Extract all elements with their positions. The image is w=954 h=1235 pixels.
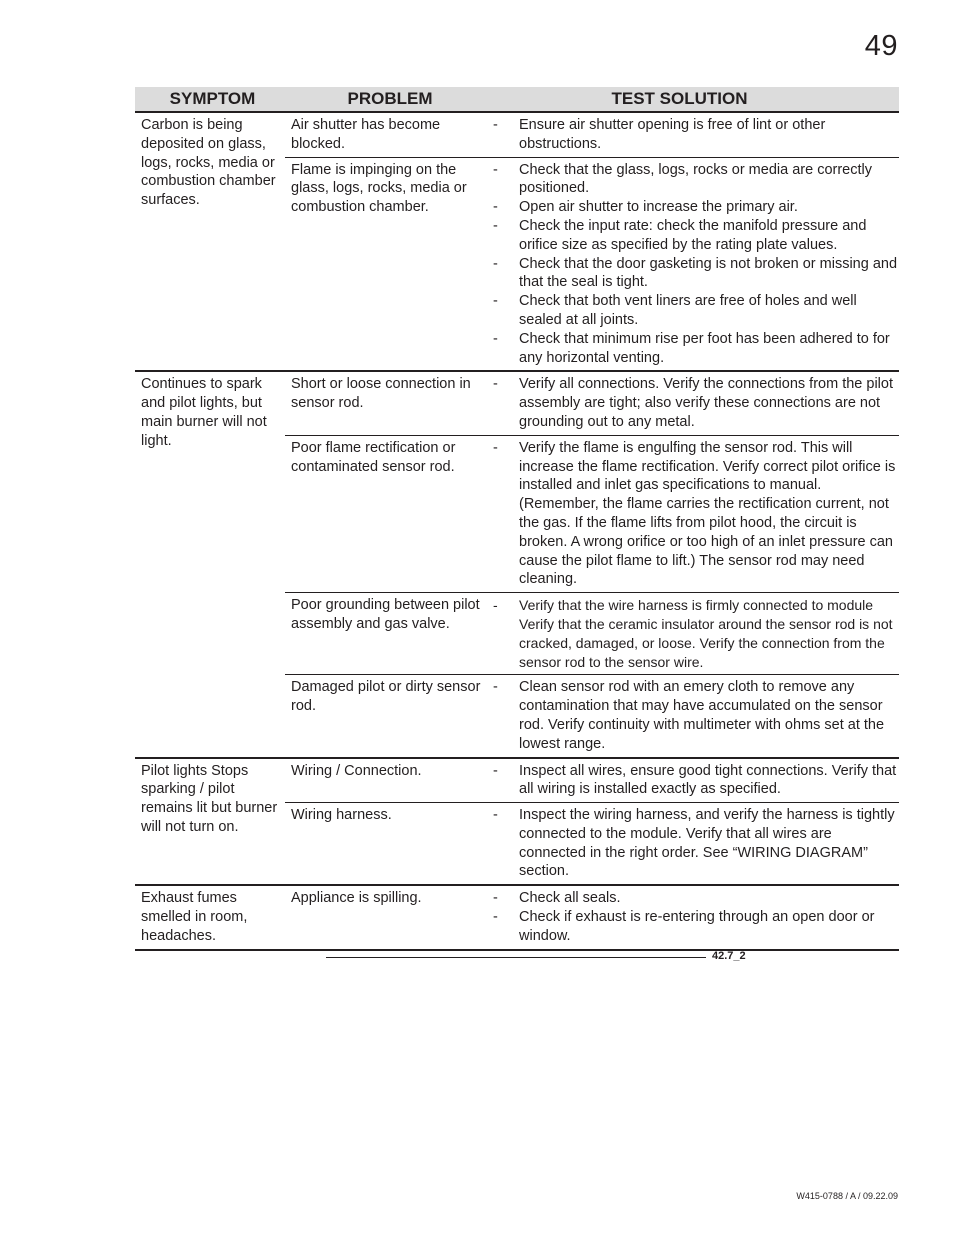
symptom-cell: Carbon is being deposited on glass, logs, rocks, media or combustion chamber surfaces. <box>141 117 276 209</box>
table-row <box>285 113 899 157</box>
problem-cell: Flame is impinging on the glass, logs, rocks, media or combustion chamber. <box>291 161 467 216</box>
table-header <box>135 87 899 113</box>
problem-rows <box>285 113 899 370</box>
solution-cell <box>490 158 899 368</box>
problem-rows <box>285 759 899 885</box>
table-row <box>285 802 899 884</box>
solution-item <box>490 255 899 293</box>
dash-bullet: - <box>493 439 498 456</box>
solution-item <box>490 806 899 881</box>
section-reference: 42.7_2 <box>712 950 746 962</box>
solution-item <box>490 161 899 199</box>
solution-item <box>490 116 899 154</box>
dash-bullet: - <box>493 117 498 133</box>
symptom-cell: Exhaust fumes smelled in room, headaches. <box>141 890 248 944</box>
dash-bullet: - <box>493 255 498 272</box>
problem-cell: Poor flame rectification or contaminated sensor rod. <box>291 439 456 475</box>
solution-text: Inspect all wires, ensure good tight connections. Verify that all wiring is installed exactly as specified. <box>519 762 897 798</box>
solution-text: Clean sensor rod with an emery cloth to remove any contamination that may have accumulated on the sensor rod. Verify continuity with multimeter with ohms set at the lowest range. <box>519 679 885 752</box>
solution-cell <box>490 886 899 945</box>
dash-bullet: - <box>493 679 498 696</box>
dash-bullet: - <box>493 762 498 779</box>
problem-cell: Wiring harness. <box>291 807 392 824</box>
solution-item <box>490 678 899 753</box>
solution-cell <box>490 113 899 154</box>
header-solution: TEST SOLUTION <box>611 89 748 108</box>
solution-text: Inspect the wiring harness, and verify the harness is tightly connected to the module. Verify that all wires are connected in the right order. See “WIRING DIAGRAM” section. <box>519 807 895 880</box>
solution-item <box>490 439 899 589</box>
dash-bullet: - <box>493 199 498 216</box>
symptom-group <box>135 884 899 948</box>
problem-rows <box>285 886 899 948</box>
troubleshooting-table <box>135 87 899 951</box>
solution-item <box>490 292 899 330</box>
table-row <box>285 372 899 434</box>
solution-item <box>490 762 899 800</box>
problem-cell: Appliance is spilling. <box>291 890 422 907</box>
solution-text: Check that the door gasketing is not broken or missing and that the seal is tight. <box>519 255 898 291</box>
solution-cell <box>490 436 899 589</box>
table-row <box>285 157 899 371</box>
header-problem: PROBLEM <box>347 89 433 108</box>
solution-text: Check that the glass, logs, rocks or media are correctly positioned. <box>519 161 872 197</box>
dash-bullet: - <box>493 217 498 234</box>
solution-cell <box>490 759 899 800</box>
table-row <box>285 435 899 592</box>
dash-bullet: - <box>493 330 498 347</box>
solution-text: Verify that the wire harness is firmly connected to module Verify that the ceramic insulator around the sensor rod is not cracked, damaged, or loose. Verify the connection from the sensor rod to the sensor wire. <box>519 597 893 670</box>
problem-cell: Air shutter has become blocked. <box>291 117 441 152</box>
dash-bullet: - <box>493 597 498 614</box>
header-symptom: SYMPTOM <box>169 89 256 108</box>
solution-item <box>490 217 899 255</box>
problem-cell: Short or loose connection in sensor rod. <box>291 376 471 412</box>
solution-item <box>490 908 899 946</box>
table-row <box>285 759 899 803</box>
solution-cell <box>490 372 899 431</box>
solution-item <box>490 889 899 908</box>
symptom-cell: Pilot lights Stops sparking / pilot remains lit but burner will not turn on. <box>141 762 278 835</box>
dash-bullet: - <box>493 807 498 824</box>
table-row <box>285 592 899 674</box>
section-divider <box>326 957 706 958</box>
symptom-group <box>135 370 899 756</box>
table-row <box>285 886 899 948</box>
solution-text: Verify all connections. Verify the connections from the pilot assembly are tight; also verify these connections are not grounding out to any metal. <box>519 376 893 430</box>
table-row <box>285 674 899 756</box>
solution-cell <box>490 675 899 753</box>
dash-bullet: - <box>493 890 498 907</box>
solution-text: Ensure air shutter opening is free of lint or other obstructions. <box>519 117 826 152</box>
solution-text: Open air shutter to increase the primary air. <box>519 199 798 216</box>
problem-rows <box>285 372 899 756</box>
page-number: 49 <box>864 30 898 62</box>
problem-cell: Wiring / Connection. <box>291 762 422 779</box>
solution-text: Check that minimum rise per foot has been adhered to for any horizontal venting. <box>519 330 890 366</box>
dash-bullet: - <box>493 376 498 393</box>
solution-text: Verify the flame is engulfing the sensor rod. This will increase the flame rectification. Verify correct pilot orifice is installed and inlet gas specifications to manual. (Remember, the flame carries the rectification current, not the gas. If the flame lifts from pilot hood, the circuit is broken. A wrong orifice or too high of an inlet pressure can cause the pilot flame to lift.) The sensor rod may need cleaning. <box>519 439 896 588</box>
dash-bullet: - <box>493 909 498 926</box>
dash-bullet: - <box>493 293 498 310</box>
solution-item <box>490 198 899 217</box>
solution-text: Check if exhaust is re-entering through an open door or window. <box>519 909 875 944</box>
symptom-group <box>135 757 899 885</box>
problem-cell: Damaged pilot or dirty sensor rod. <box>291 679 481 715</box>
solution-cell <box>490 803 899 881</box>
dash-bullet: - <box>493 161 498 178</box>
solution-item <box>490 596 899 671</box>
document-code: W415-0788 / A / 09.22.09 <box>796 1191 898 1201</box>
solution-text: Check that both vent liners are free of holes and well sealed at all joints. <box>519 293 857 328</box>
symptom-cell: Continues to spark and pilot lights, but main burner will not light. <box>141 376 267 449</box>
problem-cell: Poor grounding between pilot assembly and gas valve. <box>291 597 480 632</box>
solution-item <box>490 330 899 368</box>
solution-cell <box>490 593 899 671</box>
solution-item <box>490 375 899 431</box>
solution-text: Check the input rate: check the manifold pressure and orifice size as specified by the rating plate values. <box>519 217 867 253</box>
solution-text: Check all seals. <box>519 890 621 907</box>
symptom-group <box>135 113 899 370</box>
